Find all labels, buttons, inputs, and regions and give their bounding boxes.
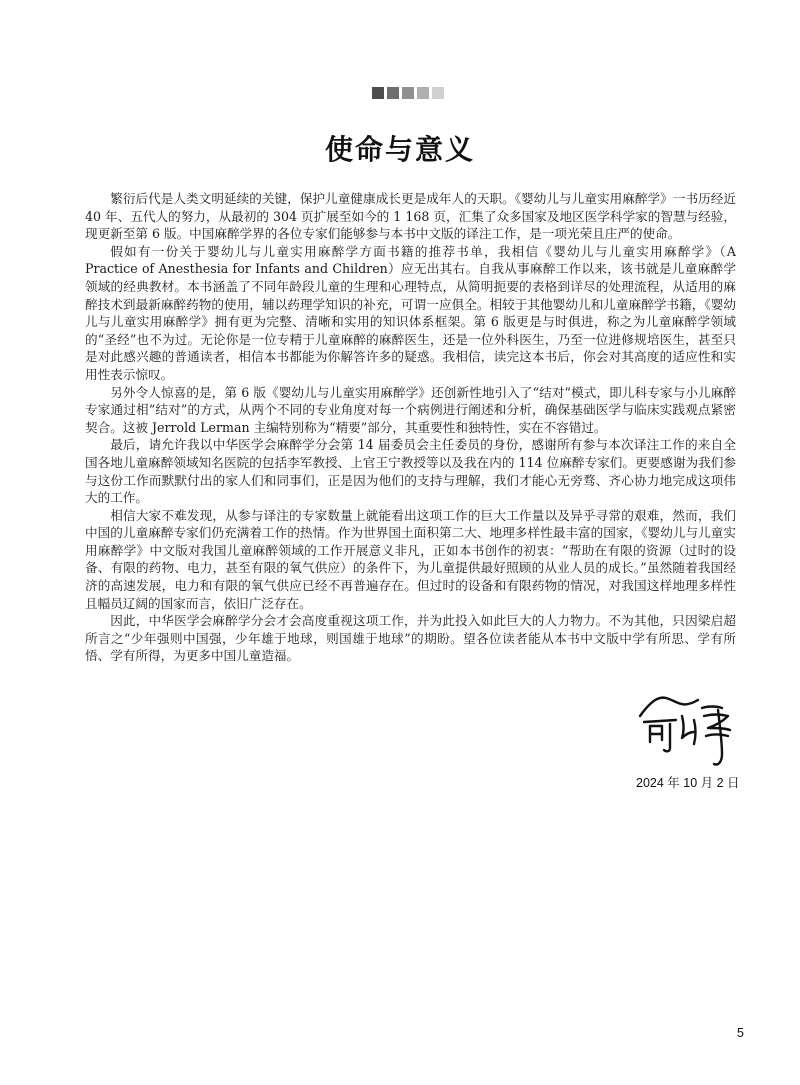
ornament-square: [387, 87, 399, 99]
paragraph: 因此，中华医学会麻醉学分会才会高度重视这项工作，并为此投入如此巨大的人力物力。不为其他，只因梁启超所言之“少年强则中国强，少年雄于地球，则国雄于地球”的期盼。望各位读者能从本书中文版中学有所思、学有所悟、学有所得，为更多中国儿童造福。: [85, 613, 736, 664]
ornament-square: [372, 87, 384, 99]
ornament-square: [402, 87, 414, 99]
header-ornament: [372, 87, 444, 99]
body-text: [85, 190, 736, 665]
paragraph: 假如有一份关于婴幼儿与儿童实用麻醉学方面书籍的推荐书单，我相信《婴幼儿与儿童实用麻醉学》（A Practice of Anesthesia for Infants and Children）应无出其右。自我从事麻醉工作以来，该书就是儿童麻醉学领域的经典教材。本书涵盖了不同年龄段儿童的生理和心理特点，从简明扼要的表格到详尽的处理流程，从适用的麻醉技术到最新麻醉药物的使用，辅以药理学知识的补充，可谓一应俱全。相较于其他婴幼儿和儿童麻醉学书籍，《婴幼儿与儿童实用麻醉学》拥有更为完整、清晰和实用的知识体系框架。第 6 版更是与时俱进，称之为儿童麻醉学领域的“圣经”也不为过。无论你是一位专精于儿童麻醉的麻醉医生，还是一位外科医生，乃至一位进修规培医生，甚至只是对此感兴趣的普通读者，相信本书都能为你解答许多的疑惑。我相信，读完这本书后，你会对其高度的适应性和实用性表示惊叹。: [85, 243, 736, 382]
handwritten-signature: [636, 688, 744, 772]
paragraph: 相信大家不难发现，从参与译注的专家数量上就能看出这项工作的巨大工作量以及异乎寻常的艰难，然而，我们中国的儿童麻醉专家们仍充满着工作的热情。作为世界国土面积第二大、地理多样性最丰富的国家，《婴幼儿与儿童实用麻醉学》中文版对我国儿童麻醉领域的工作开展意义非凡，正如本书创作的初衷：“帮助在有限的资源（过时的设备、有限的药物、电力，甚至有限的氧气供应）的条件下，为儿童提供最好照顾的从业人员的成长。”虽然随着我国经济的高速发展，电力和有限的氧气供应已经不再普遍存在。但过时的设备和有限药物的情况，对我国这样地理多样性且幅员辽阔的国家而言，依旧广泛存在。: [85, 507, 736, 611]
ornament-square: [417, 87, 429, 99]
paragraph: 另外令人惊喜的是，第 6 版《婴幼儿与儿童实用麻醉学》还创新性地引入了“结对”模式，即儿科专家与小儿麻醉专家通过相“结对”的方式，从两个不同的专业角度对每一个病例进行阐述和分析，确保基础医学与临床实践观点紧密契合。这被 Jerrold Lerman 主编特别称为“精要”部分，其重要性和独特性，实在不容错过。: [85, 384, 736, 435]
page-title: 使命与意义: [324, 133, 475, 166]
ornament-square: [432, 87, 444, 99]
paragraph: 最后，请允许我以中华医学会麻醉学分会第 14 届委员会主任委员的身份，感谢所有参与本次译注工作的来自全国各地儿童麻醉领域知名医院的包括李军教授、上官王宁教授等以及我在内的 114 位麻醉专家们。更要感谢为我们参与这份工作而默默付出的家人们和同事们，正是因为他们的支持与理解，我们才能心无旁骛、齐心协力地完成这项伟大的工作。: [85, 437, 736, 506]
date: 2024 年 10 月 2 日: [636, 776, 740, 790]
page-number: 5: [737, 1026, 744, 1040]
paragraph: 繁衍后代是人类文明延续的关键，保护儿童健康成长更是成年人的天职。《婴幼儿与儿童实用麻醉学》一书历经近 40 年、五代人的努力，从最初的 304 页扩展至如今的 1 168 页，汇集了众多国家及地区医学科学家的智慧与经验，现更新至第 6 版。中国麻醉学界的各位专家们能够参与本书中文版的译注工作，是一项光荣且庄严的使命。: [85, 191, 736, 242]
